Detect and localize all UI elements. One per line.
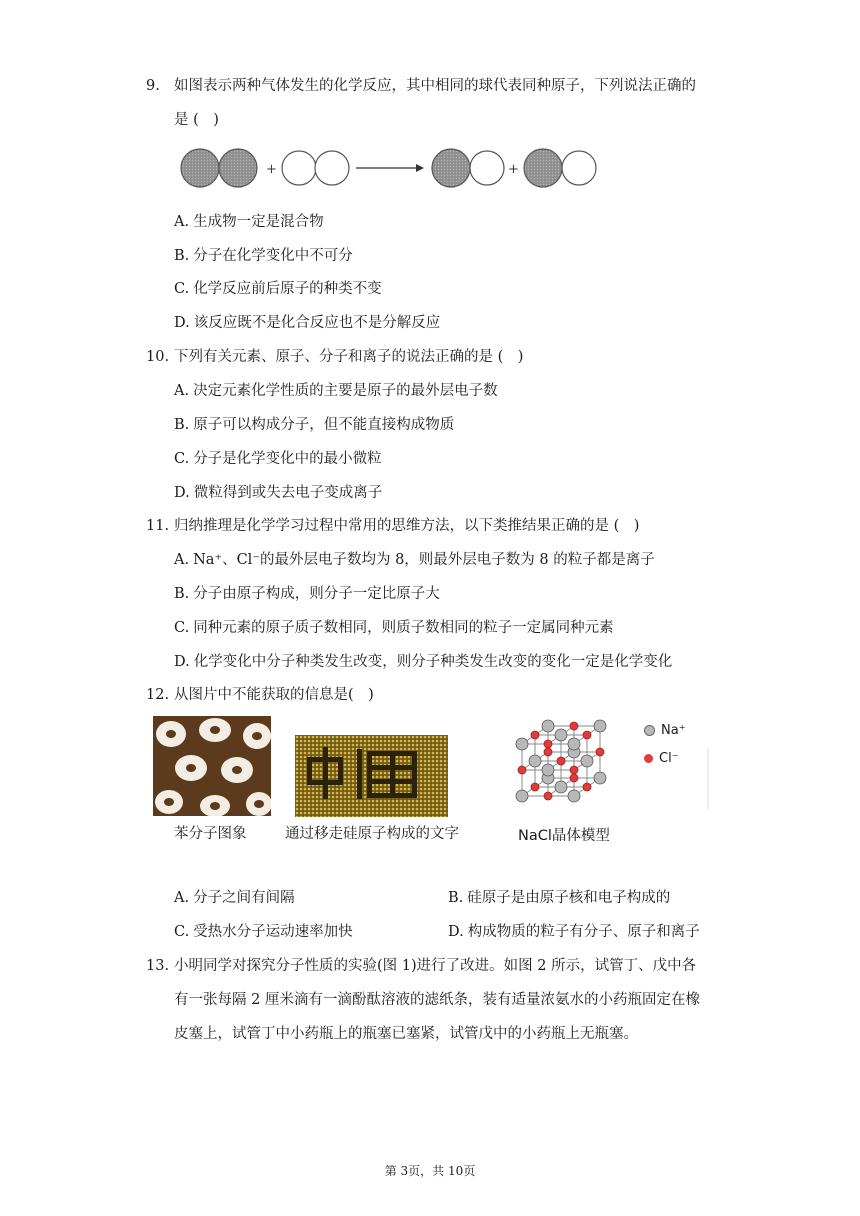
q9-option-a[interactable]: A. 生成物一定是混合物	[174, 214, 324, 230]
legend-cl: Cl⁻	[644, 751, 679, 766]
q12-option-a[interactable]: A. 分子之间有间隔	[174, 890, 295, 906]
legend-na: Na⁺	[644, 723, 686, 738]
cl-ion	[570, 774, 578, 782]
na-ion	[594, 720, 606, 732]
na-ion	[516, 738, 528, 750]
caption-benzene: 苯分子图象	[174, 826, 247, 842]
cl-ion	[570, 722, 578, 730]
na-ion	[581, 755, 593, 767]
crystal-atoms	[516, 720, 606, 802]
na-ion	[542, 764, 554, 776]
question-13-stem: 13. 小明同学对探究分子性质的实验(图 1)进行了改进。如图 2 所示，试管丁、戊中各	[146, 958, 697, 974]
q12-option-d[interactable]: D. 构成物质的粒子有分子、原子和离子	[448, 924, 700, 940]
cl-ion	[570, 766, 578, 774]
q11-option-a[interactable]: A. Na⁺、Cl⁻的最外层电子数均为 8，则最外层电子数为 8 的粒子都是离子	[174, 552, 655, 568]
cl-ion	[557, 757, 565, 765]
na-ion	[542, 720, 554, 732]
cl-ion	[596, 748, 604, 756]
na-ion	[516, 790, 528, 802]
reaction-diagram	[176, 144, 606, 194]
cl-ion	[544, 740, 552, 748]
page-footer: 第 3页，共 10页	[384, 1164, 476, 1178]
gray-molecule	[181, 149, 257, 187]
na-ion	[555, 729, 567, 741]
question-11-stem: 11. 归纳推理是化学学习过程中常用的思维方法，以下类推结果正确的是 ( )	[146, 518, 640, 534]
benzene-molecule-image	[153, 716, 271, 816]
q11-option-b[interactable]: B. 分子由原子构成，则分子一定比原子大	[174, 586, 440, 602]
product-molecule-2	[524, 149, 596, 187]
cl-ion	[518, 766, 526, 774]
q10-option-c[interactable]: C. 分子是化学变化中的最小微粒	[174, 451, 382, 467]
q9-option-b[interactable]: B. 分子在化学变化中不可分	[174, 248, 353, 264]
plus-sign: +	[266, 162, 277, 177]
question-9-stem: 9. 如图表示两种气体发生的化学反应，其中相同的球代表同种原子，下列说法正确的	[146, 78, 696, 94]
cl-ion	[583, 731, 591, 739]
na-ion	[568, 790, 580, 802]
question-13-stem-line2: 有一张每隔 2 厘米滴有一滴酚酞溶液的滤纸条，装有适量浓氨水的小药瓶固定在橡	[174, 992, 700, 1008]
question-13-stem-line3: 皮塞上，试管丁中小药瓶上的瓶塞已塞紧，试管戊中的小药瓶上无瓶塞。	[174, 1026, 638, 1042]
q9-option-d[interactable]: D. 该反应既不是化合反应也不是分解反应	[174, 315, 441, 331]
q10-option-a[interactable]: A. 决定元素化学性质的主要是原子的最外层电子数	[174, 383, 498, 399]
cl-ion	[531, 731, 539, 739]
na-ion	[555, 781, 567, 793]
reaction-arrow	[356, 164, 424, 172]
q11-option-c[interactable]: C. 同种元素的原子质子数相同，则质子数相同的粒子一定属同种元素	[174, 620, 614, 636]
caption-silicon: 通过移走硅原子构成的文字	[285, 826, 459, 842]
product-molecule-1	[432, 149, 504, 187]
cl-ion	[544, 792, 552, 800]
q12-option-c[interactable]: C. 受热水分子运动速率加快	[174, 924, 353, 940]
q11-option-d[interactable]: D. 化学变化中分子种类发生改变，则分子种类发生改变的变化一定是化学变化	[174, 654, 673, 670]
caption-nacl: NaCl晶体模型	[518, 828, 610, 844]
na-ion-icon	[644, 725, 655, 736]
question-12-stem: 12. 从图片中不能获取的信息是( )	[146, 687, 374, 703]
question-10-stem: 10. 下列有关元素、原子、分子和离子的说法正确的是 ( )	[146, 349, 524, 365]
q12-option-b[interactable]: B. 硅原子是由原子核和电子构成的	[448, 890, 671, 906]
q10-option-b[interactable]: B. 原子可以构成分子，但不能直接构成物质	[174, 417, 455, 433]
cl-ion-icon	[644, 754, 653, 763]
silicon-atom-text-image	[295, 735, 448, 817]
white-molecule	[282, 151, 349, 185]
na-ion	[594, 772, 606, 784]
q9-option-c[interactable]: C. 化学反应前后原子的种类不变	[174, 281, 382, 297]
cl-ion	[583, 783, 591, 791]
q10-option-d[interactable]: D. 微粒得到或失去电子变成离子	[174, 485, 383, 501]
na-ion	[529, 755, 541, 767]
cl-ion	[544, 748, 552, 756]
na-ion	[568, 738, 580, 750]
question-9-stem-cont: 是 ( )	[174, 112, 219, 128]
plus-sign-2: +	[508, 162, 519, 177]
cl-ion	[531, 783, 539, 791]
